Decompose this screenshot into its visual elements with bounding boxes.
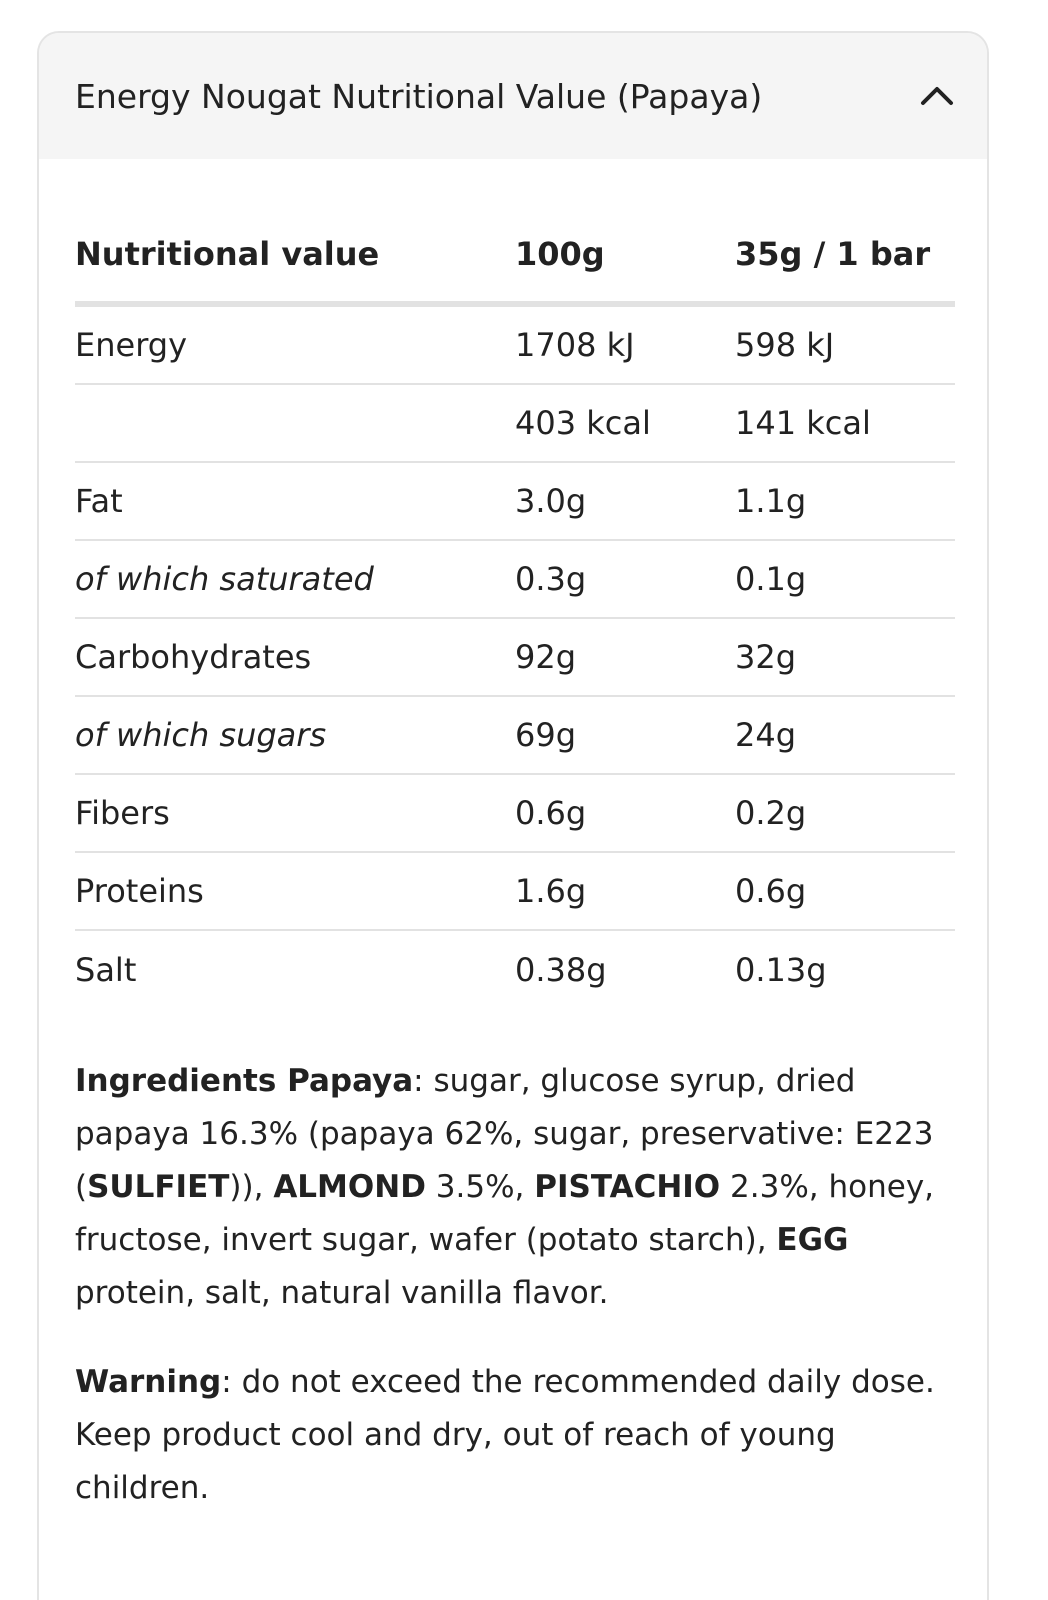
row-value-100g: 0.3g (515, 560, 587, 598)
row-value-per-bar: 0.13g (735, 951, 827, 989)
row-value-per-bar: 1.1g (735, 482, 807, 520)
accordion-title: Energy Nougat Nutritional Value (Papaya) (75, 77, 763, 116)
row-value-100g: 69g (515, 716, 577, 754)
row-value-per-bar: 598 kJ (735, 326, 835, 364)
row-value-per-bar: 0.2g (735, 794, 807, 832)
warning-body: : do not exceed the recommended daily dose. Keep product cool and dry, out of reach of young children. (75, 1364, 935, 1506)
ingredients-part-5: protein, salt, natural vanilla flavor. (75, 1275, 609, 1311)
ingredients-text (75, 1055, 955, 1320)
header-per-bar: 35g / 1 bar (735, 235, 931, 273)
warning-text (75, 1356, 955, 1515)
row-value-100g: 403 kcal (515, 404, 651, 442)
row-value-per-bar: 141 kcal (735, 404, 871, 442)
allergen-egg: EGG (776, 1222, 849, 1258)
table-row (75, 463, 955, 541)
allergen-pistachio: PISTACHIO (534, 1169, 721, 1205)
table-header-row (75, 211, 955, 307)
row-label: of which sugars (75, 716, 327, 754)
row-label: Fibers (75, 794, 170, 832)
row-value-100g: 1708 kJ (515, 326, 635, 364)
table-row (75, 619, 955, 697)
row-value-per-bar: 0.1g (735, 560, 807, 598)
accordion-header[interactable] (39, 33, 987, 159)
table-row (75, 775, 955, 853)
row-label: Carbohydrates (75, 638, 312, 676)
row-value-100g: 3.0g (515, 482, 587, 520)
header-nutritional-value: Nutritional value (75, 235, 380, 273)
row-label: Energy (75, 326, 188, 364)
ingredients-part-1: : sugar, glucose syrup, dried papaya 16.3% (papaya 62%, sugar, preservative: E223 ( (75, 1063, 934, 1205)
row-value-per-bar: 0.6g (735, 872, 807, 910)
allergen-almond: ALMOND (273, 1169, 426, 1205)
table-row (75, 697, 955, 775)
row-label: Fat (75, 482, 123, 520)
allergen-sulfiet: SULFIET (87, 1169, 230, 1205)
row-value-100g: 0.6g (515, 794, 587, 832)
table-row (75, 307, 955, 385)
ingredients-label: Ingredients Papaya (75, 1063, 414, 1099)
warning-label: Warning (75, 1364, 222, 1400)
row-label: Salt (75, 951, 137, 989)
row-label: Proteins (75, 872, 204, 910)
accordion-body (39, 211, 987, 1515)
row-value-100g: 1.6g (515, 872, 587, 910)
nutrition-accordion (37, 31, 989, 1600)
table-row (75, 385, 955, 463)
ingredients-part-4: 2.3%, honey, fructose, invert sugar, wafer (potato starch), (75, 1169, 935, 1258)
row-value-100g: 92g (515, 638, 577, 676)
table-row (75, 853, 955, 931)
row-label: of which saturated (75, 560, 374, 598)
header-100g: 100g (515, 235, 605, 273)
chevron-up-icon[interactable] (919, 81, 955, 109)
table-row (75, 541, 955, 619)
row-value-per-bar: 32g (735, 638, 797, 676)
nutrition-table (75, 211, 955, 1009)
ingredients-part-2: )), (229, 1169, 274, 1205)
row-value-100g: 0.38g (515, 951, 607, 989)
ingredients-part-3: 3.5%, (425, 1169, 535, 1205)
row-value-per-bar: 24g (735, 716, 797, 754)
table-row (75, 931, 955, 1009)
